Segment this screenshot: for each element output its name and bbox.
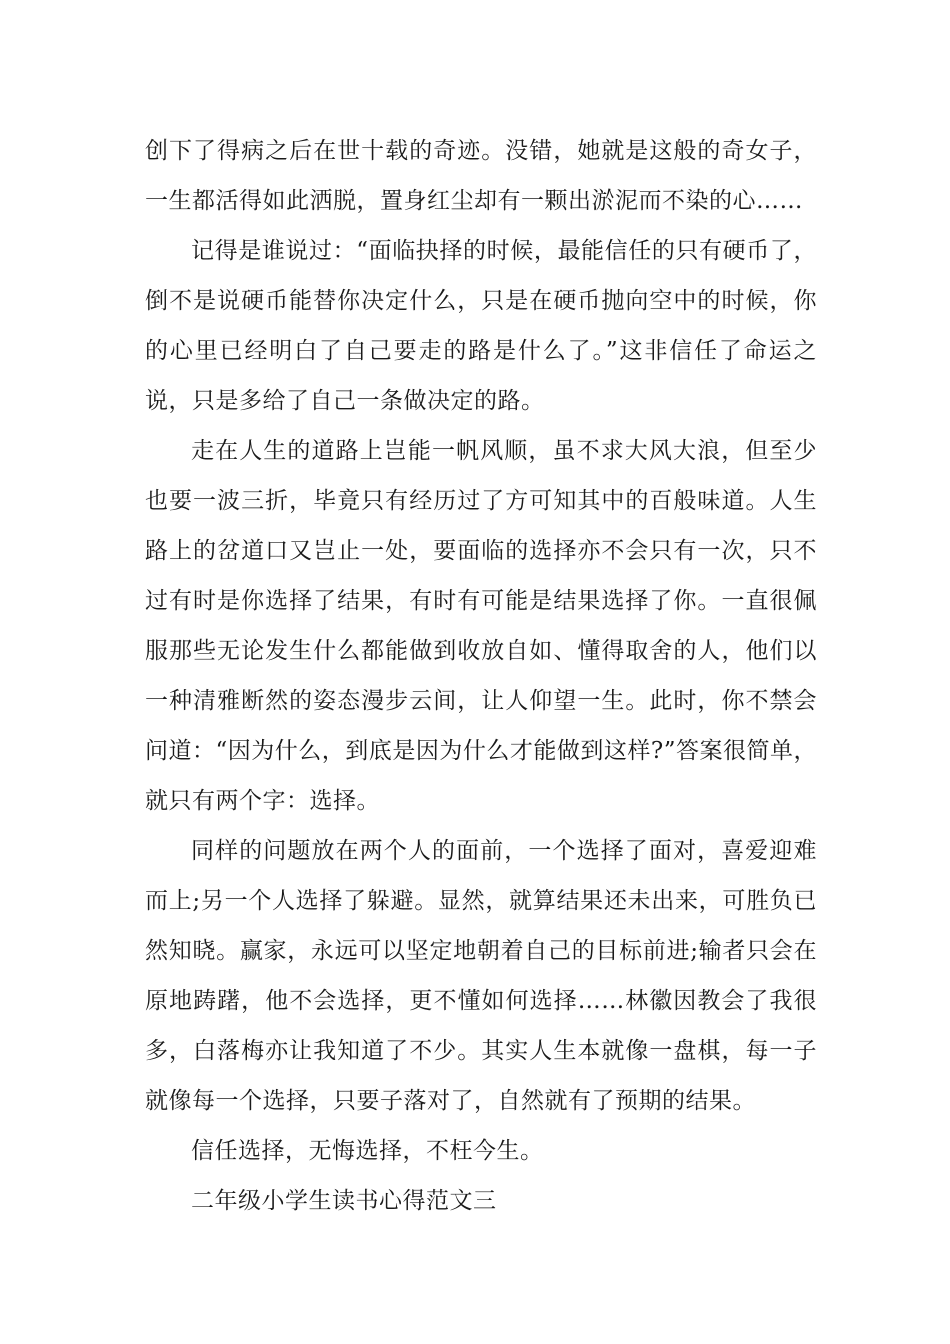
- section-heading: 二年级小学生读书心得范文三: [191, 1188, 497, 1214]
- paragraph-3: 走在人生的道路上岂能一帆风顺，虽不求大风大浪，但至少也要一波三折，毕竟只有经历过了方可知其中的百般味道。人生路上的岔道口又岂止一处，要面临的选择亦不会只有一次，只不过有时是你选择了结果，有时有可能是结果选择了你。一直很佩服那些无论发生什么都能做到收放自如、懂得取舍的人，他们以一种清雅断然的姿态漫步云间，让人仰望一生。此时，你不禁会问道：“因为什么，到底是因为什么才能做到这样?”答案很简单，就只有两个字：选择。: [145, 438, 817, 814]
- paragraph-1: 创下了得病之后在世十载的奇迹。没错，她就是这般的奇女子，一生都活得如此洒脱，置身红尘却有一颗出淤泥而不染的心……: [145, 138, 817, 214]
- paragraph-5: 信任选择，无悔选择，不枉今生。: [191, 1138, 544, 1164]
- paragraph-2: 记得是谁说过：“面临抉择的时候，最能信任的只有硬币了，倒不是说硬币能替你决定什么，只是在硬币抛向空中的时候，你的心里已经明白了自己要走的路是什么了。”这非信任了命运之说，只是多给了自己一条做决定的路。: [145, 238, 817, 414]
- document-body: [145, 126, 817, 1226]
- paragraph-4: 同样的问题放在两个人的面前，一个选择了面对，喜爱迎难而上;另一个人选择了躲避。显然，就算结果还未出来，可胜负已然知晓。赢家，永远可以坚定地朝着自己的目标前进;输者只会在原地踌躇，他不会选择，更不懂如何选择……林徽因教会了我很多，白落梅亦让我知道了不少。其实人生本就像一盘棋，每一子就像每一个选择，只要子落对了，自然就有了预期的结果。: [145, 838, 817, 1114]
